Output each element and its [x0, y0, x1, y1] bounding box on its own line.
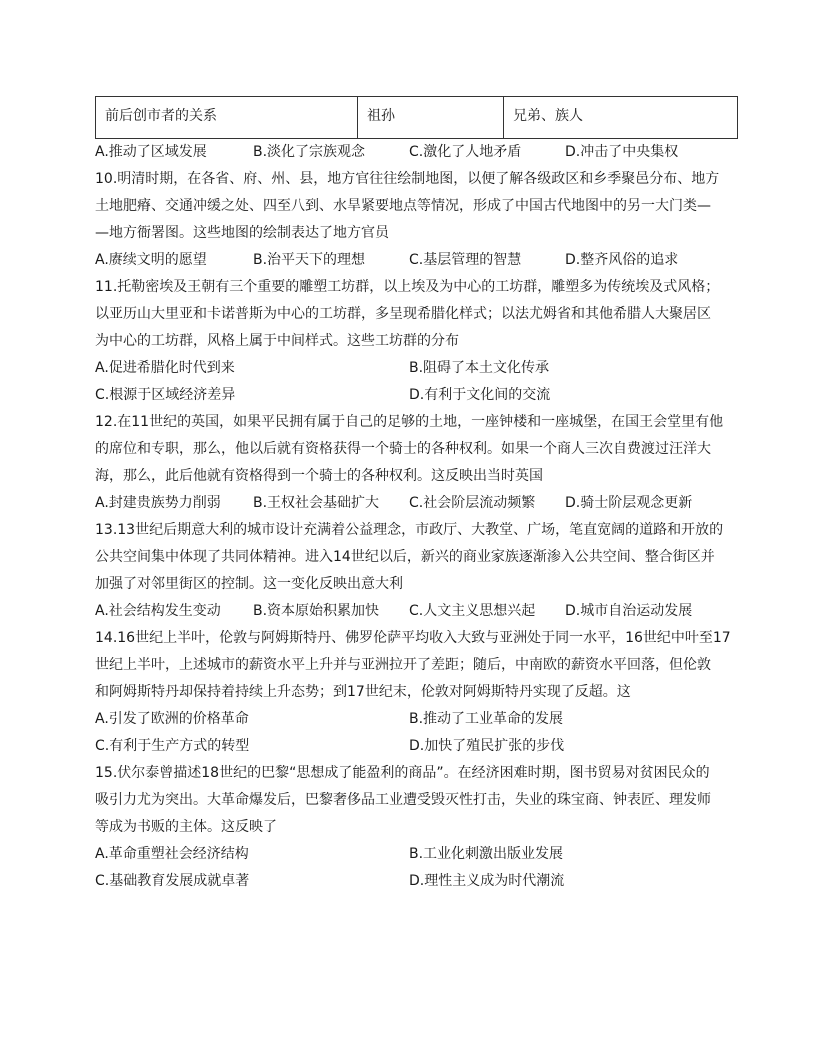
option-b[interactable]: B.资本原始积累加快: [253, 603, 380, 619]
question-options-row-1: [95, 355, 737, 382]
question-stem-line: 11.托勒密埃及王朝有三个重要的雕塑工坊群，以上埃及为中心的工坊群，雕塑多为传统埃及式风格；: [95, 279, 720, 295]
exam-page: [95, 96, 737, 895]
option-a[interactable]: A.社会结构发生变动: [95, 603, 221, 619]
option-c[interactable]: C.基层管理的智慧: [409, 252, 522, 268]
question-stem-line: —地方衙署图。这些地图的绘制表达了地方官员: [95, 225, 389, 241]
question-stem-line: 13.13世纪后期意大利的城市设计充满着公益理念，市政厅、大教堂、广场，笔直宽阔的道路和开放的: [95, 522, 724, 538]
comparison-table: [95, 96, 738, 139]
option-c[interactable]: C.社会阶层流动频繁: [409, 495, 536, 511]
question-stem-line: 14.16世纪上半叶，伦敦与阿姆斯特丹、佛罗伦萨平均收入大致与亚洲处于同一水平，16世纪中叶至17: [95, 630, 731, 646]
question-options: [95, 247, 737, 274]
question-stem-line: 以亚历山大里亚和卡诺普斯为中心的工坊群，多呈现希腊化样式；以法尤姆省和其他希腊人大聚居区: [95, 306, 711, 322]
option-c[interactable]: C.根源于区域经济差异: [95, 387, 236, 403]
option-c[interactable]: C.人文主义思想兴起: [409, 603, 536, 619]
q9-option-b[interactable]: B.淡化了宗族观念: [253, 144, 366, 160]
option-b[interactable]: B.阻碍了本土文化传承: [409, 360, 550, 376]
question-stem-line: 12.在11世纪的英国，如果平民拥有属于自己的足够的土地，一座钟楼和一座城堡，在国王会堂里有他: [95, 414, 724, 430]
question-options: [95, 490, 737, 517]
question-15: [95, 760, 737, 895]
question-12: [95, 409, 737, 517]
option-a[interactable]: A.革命重塑社会经济结构: [95, 846, 249, 862]
question-11: [95, 274, 737, 409]
question-options-row-1: [95, 706, 737, 733]
table-row: [96, 97, 738, 139]
option-a[interactable]: A.引发了欧洲的价格革命: [95, 711, 249, 727]
option-b[interactable]: B.王权社会基础扩大: [253, 495, 380, 511]
q9-option-a[interactable]: A.推动了区域发展: [95, 144, 207, 160]
option-b[interactable]: B.工业化刺激出版业发展: [409, 846, 564, 862]
option-d[interactable]: D.加快了殖民扩张的步伐: [409, 738, 565, 754]
option-d[interactable]: D.城市自治运动发展: [565, 603, 693, 619]
q9-option-c[interactable]: C.激化了人地矛盾: [409, 144, 522, 160]
question-10: [95, 166, 737, 274]
option-d[interactable]: D.整齐风俗的追求: [565, 252, 679, 268]
question-14: [95, 625, 737, 760]
option-c[interactable]: C.基础教育发展成就卓著: [95, 873, 250, 889]
question-stem-line: 为中心的工坊群，风格上属于中间样式。这些工坊群的分布: [95, 333, 459, 349]
question-stem-line: 世纪上半叶，上述城市的薪资水平上升并与亚洲拉开了差距；随后，中南欧的薪资水平回落，但伦敦: [95, 657, 711, 673]
option-b[interactable]: B.治平天下的理想: [253, 252, 366, 268]
option-a[interactable]: A.封建贵族势力削弱: [95, 495, 221, 511]
question-stem-line: 加强了对邻里街区的控制。这一变化反映出意大利: [95, 576, 403, 592]
option-d[interactable]: D.骑士阶层观念更新: [565, 495, 693, 511]
option-a[interactable]: A.促进希腊化时代到来: [95, 360, 235, 376]
question-options-row-2: [95, 382, 737, 409]
option-c[interactable]: C.有利于生产方式的转型: [95, 738, 250, 754]
option-a[interactable]: A.赓续文明的愿望: [95, 252, 207, 268]
question-stem-line: 15.伏尔泰曾描述18世纪的巴黎“思想成了能盈利的商品”。在经济困难时期，图书贸易对贫困民众的: [95, 765, 710, 781]
question-stem-line: 土地肥瘠、交通冲缓之处、四至八到、水旱紧要地点等情况，形成了中国古代地图中的另一大门类—: [95, 198, 711, 214]
table-cell-value-2: 兄弟、族人: [504, 97, 738, 139]
question-stem-line: 公共空间集中体现了共同体精神。进入14世纪以后，新兴的商业家族逐渐渗入公共空间、整合街区并: [95, 549, 715, 565]
question-stem-line: 10.明清时期，在各省、府、州、县，地方官往往绘制地图，以便了解各级政区和乡季聚邑分布、地方: [95, 171, 720, 187]
question-13: [95, 517, 737, 625]
question-stem-line: 海，那么，此后他就有资格得到一个骑士的各种权利。这反映出当时英国: [95, 468, 543, 484]
table-cell-label: 前后创市者的关系: [96, 97, 358, 139]
table-cell-value-1: 祖孙: [358, 97, 504, 139]
question-stem-line: 和阿姆斯特丹却保持着持续上升态势；到17世纪末，伦敦对阿姆斯特丹实现了反超。这: [95, 684, 631, 700]
q9-option-d[interactable]: D.冲击了中央集权: [565, 144, 679, 160]
option-d[interactable]: D.理性主义成为时代潮流: [409, 873, 565, 889]
question-stem-line: 等成为书贩的主体。这反映了: [95, 819, 277, 835]
question-stem-line: 吸引力尤为突出。大革命爆发后，巴黎奢侈品工业遭受毁灭性打击，失业的珠宝商、钟表匠、理发师: [95, 792, 711, 808]
question-options-row-2: [95, 868, 737, 895]
question-stem-line: 的席位和专职，那么，他以后就有资格获得一个骑士的各种权利。如果一个商人三次自费渡过汪洋大: [95, 441, 711, 457]
option-b[interactable]: B.推动了工业革命的发展: [409, 711, 564, 727]
option-d[interactable]: D.有利于文化间的交流: [409, 387, 551, 403]
q9-options: [95, 139, 737, 166]
question-options: [95, 598, 737, 625]
question-options-row-2: [95, 733, 737, 760]
question-options-row-1: [95, 841, 737, 868]
